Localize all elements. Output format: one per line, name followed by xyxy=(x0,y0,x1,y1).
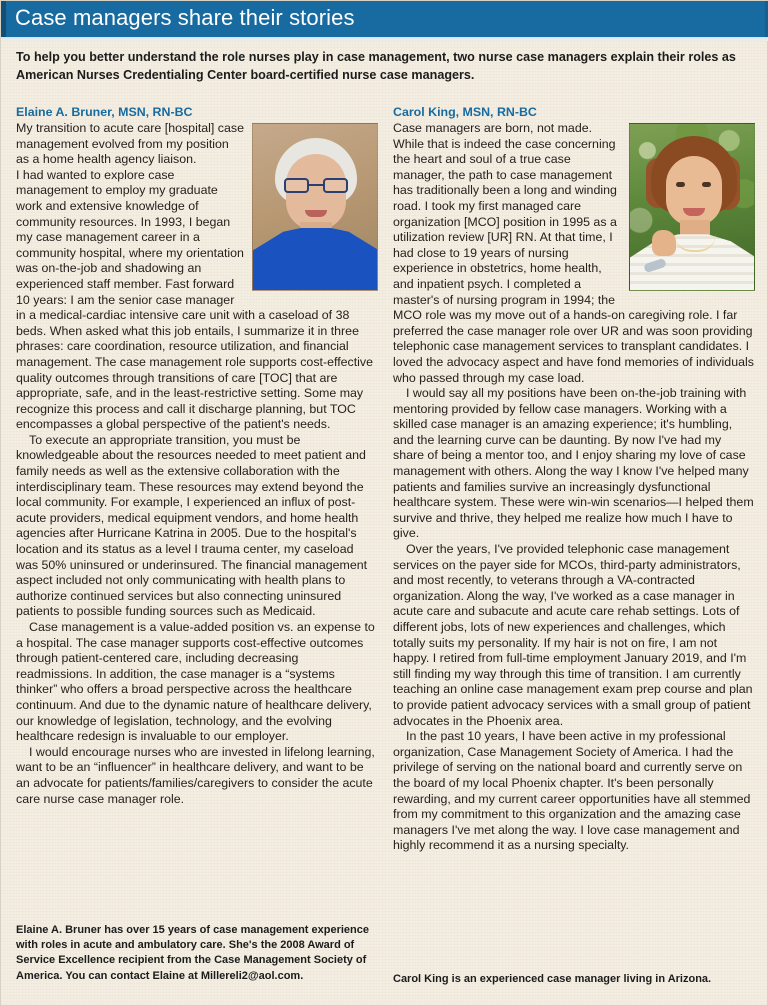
portrait-eye-left xyxy=(676,182,685,187)
intro-paragraph: To help you better understand the role nurses play in case management, two nurse case managers explain their roles as American Nurses Credentialing Center board-certified nurse case managers. xyxy=(16,50,736,82)
story-paragraph: To execute an appropriate transition, you must be knowledgeable about the resources needed to meet patient and family needs as well as the extensive collaboration with the interdisciplinary team. These resources may extend beyond the local community. For example, I experienced an influx of post-acute providers, medical equipment vendors, and home health agencies after Hurricane Katrina in 2005. Due to the hospital's location and its status as a level I trauma center, my caseload was 50% uninsured or underinsured. The financial management aspect included not only communicating with health plans to authorize continued services but also connecting uninsured patients to possible funding sources such as Medicaid. xyxy=(16,432,368,619)
portrait-elaine-bruner xyxy=(252,123,378,291)
article-header-bar xyxy=(1,1,768,37)
portrait-carol-king xyxy=(629,123,755,291)
story-paragraph: Case management is a value-added position vs. an expense to a hospital. The case manager supports cost-effective outcomes through patient-centered care, including decreasing readmissions. In addition, the case manager is a “systems thinker” who offers a broad perspective across the healthcare continuum. And due to the dynamic nature of healthcare delivery, our knowledge of legislation, technology, and the evolving healthcare redesign is invaluable to our employer. xyxy=(16,620,375,744)
story-paragraph: I would encourage nurses who are invested in lifelong learning, want to be an “influencer” in healthcare delivery, and want to be an advocate for patients/families/caregivers to consider the acute care nurse case manager role. xyxy=(16,744,375,806)
eyeglasses-icon xyxy=(284,178,348,193)
story-paragraph: In the past 10 years, I have been active in my professional organization, Case Management Society of America. I had the privilege of serving on the national board and currently serve on the board of my local Phoenix chapter. It's been personally rewarding, and my current career opportunities have all stemmed from my commitment to this organization and the amazing case managers I've met along the way. I love case management and highly recommend it as a nursing specialty. xyxy=(393,729,751,853)
byline-carol-king: Carol King, MSN, RN-BC xyxy=(393,105,537,119)
portrait-hand xyxy=(652,230,676,256)
portrait-mouth xyxy=(305,210,327,217)
portrait-eye-right xyxy=(702,182,711,187)
story-paragraph: Over the years, I've provided telephonic case management services on the payer side for MCOs, third-party administrators, and most recently, to veterans through a VA-contracted organization. Along the way, I've worked as a case manager in acute care and subacute and acute care rehab settings. Lots of different jobs, lots of new experiences and challenges, which totally suits my personality. If my hair is not on fire, I am not happy. I retired from full-time employment January 2019, and I'm still finding my way through this time of transition. I am currently teaching an online case management exam prep course and plan to provide patient advocacy services with a small group of patient advocates in the Phoenix area. xyxy=(393,542,753,728)
page-title: Case managers share their stories xyxy=(15,5,355,30)
author-bio-carol: Carol King is an experienced case manager living in Arizona. xyxy=(393,973,712,985)
portrait-jacket xyxy=(253,228,378,290)
column-elaine-bruner xyxy=(16,105,378,807)
story-paragraph: I had wanted to explore case management to employ my graduate work and extensive knowledge of community resources. In 1993, I began my case management career in a community hospital, where my orientation was on-the-job and shadowing an experienced staff member. Fast forward 10 years: I am the senior case manager in a medical-cardiac intensive care unit with a caseload of 38 beds. When asked what this job entails, I summarize it in three phrases: care coordination, resource utilization, and financial management. The case management role supports cost-effective quality outcomes through transitions of care [TOC] that are appropriate, safe, and in the least-restrictive setting. Some may recognize this process and call it discharge planning, but TOC encompasses a global perspective of the patient's needs. xyxy=(16,167,373,432)
byline-elaine-bruner: Elaine A. Bruner, MSN, RN-BC xyxy=(16,105,193,119)
story-paragraph: My transition to acute care [hospital] case management evolved from my position as a home health agency liaison. xyxy=(16,121,244,167)
story-paragraph: Case managers are born, not made. While that is indeed the case concerning the heart and soul of a true case manager, the path to case management has traditionally been a long and winding road. I took my first managed care organization [MCO] position in 1995 as a utilization review [UR] RN. At that time, I had close to 19 years of nursing experience in obstetrics, home health, and inpatient psych. I completed a master's of nursing program in 1994; the MCO role was my move out of a hands-on caregiving role. I far preferred the case manager role over UR and was soon providing telephonic case management services to transplant candidates. I loved the advocacy aspect and have fond memories of individuals who passed through my case load. xyxy=(393,121,754,385)
story-paragraph: I would say all my positions have been on-the-job training with mentoring provided by fellow case managers. Working with a skilled case manager is an amazing experience; it's humbling, and the learning curve can be daunting. By now I've had my share of being a mentor too, and I enjoy sharing my love of case management with others. Along the way I know I've helped many patients and families survive an increasingly dysfunctional healthcare system. These were win-win scenarios—I helped them survive and thrive, they helped me realize how much I have to give. xyxy=(393,386,754,541)
author-bio-elaine: Elaine A. Bruner has over 15 years of case management experience with roles in acute and ambulatory care. She's the 2008 Award of Service Excellence recipient from the Case Management Society of America. You can contact Elaine at Millereli2@aol.com. xyxy=(16,924,369,982)
header-underline xyxy=(1,37,768,41)
column-carol-king xyxy=(393,105,755,854)
